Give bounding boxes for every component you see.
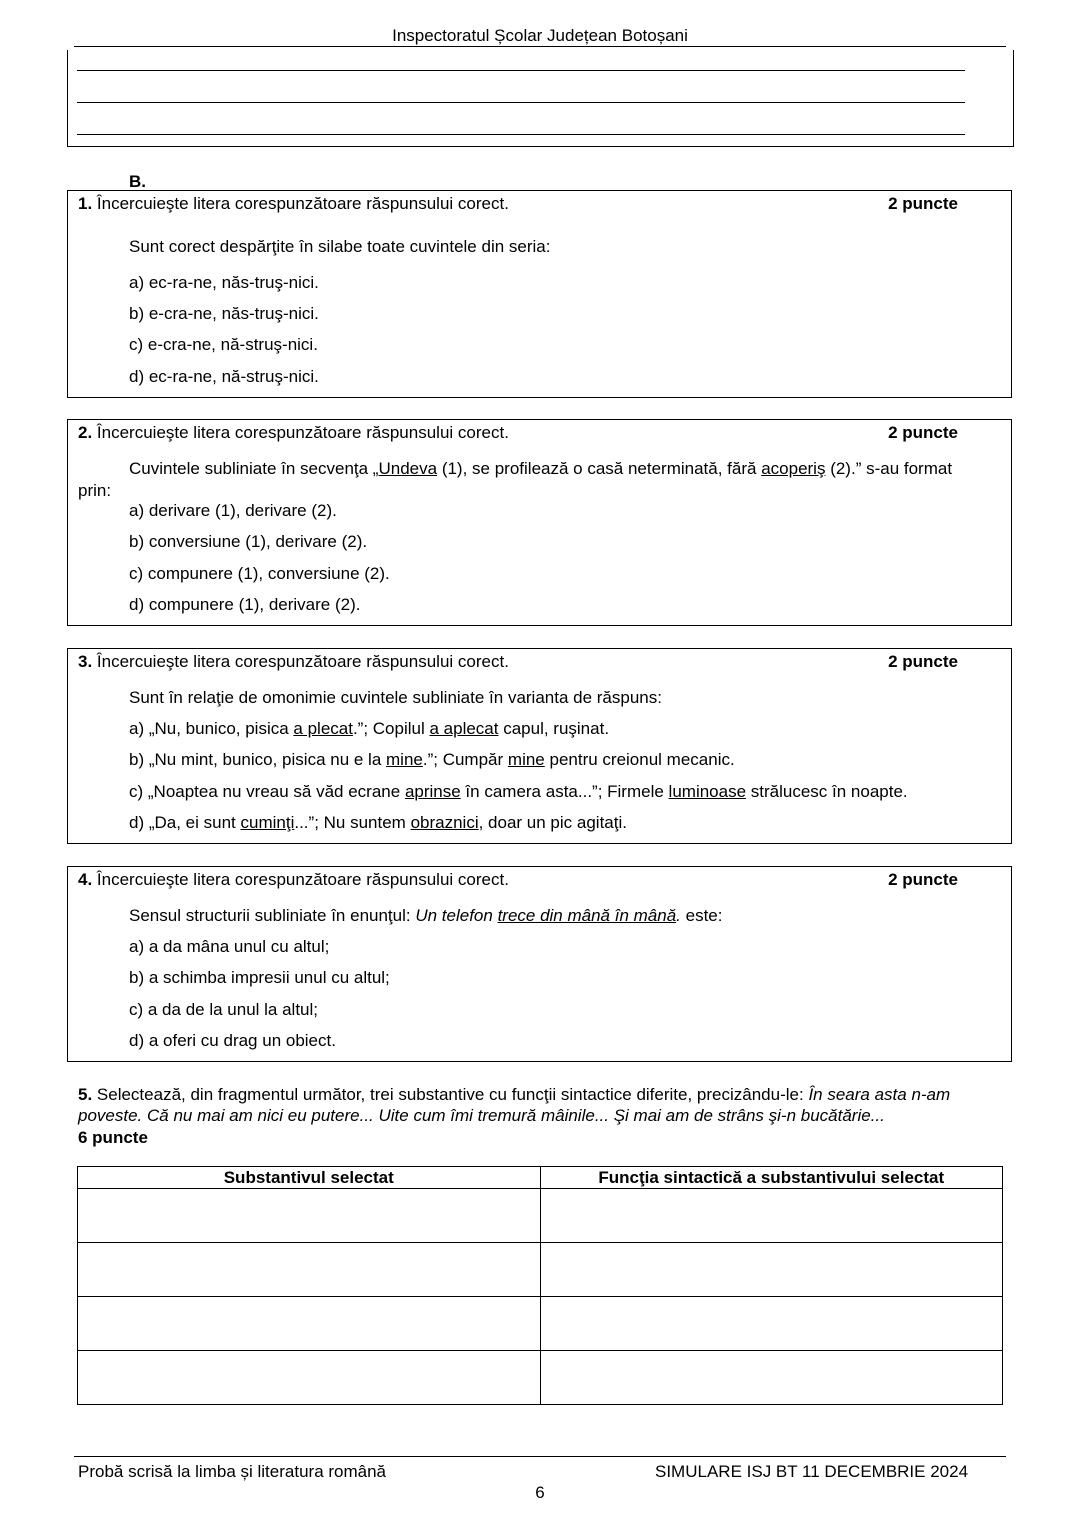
question-2-instruction: 2. Încercuieşte litera corespunzătoare răspunsului corect. [78, 423, 509, 442]
answer-cell[interactable] [540, 1297, 1003, 1351]
question-4-option-c: c) a da de la unul la altul; [129, 1000, 319, 1019]
question-2-stem-wrap: prin: [78, 481, 112, 500]
question-1-option-d: d) ec-ra-ne, nă-struş-nici. [129, 367, 319, 386]
question-3-option-b: b) „Nu mint, bunico, pisica nu e la mine.”; Cumpăr mine pentru creionul mecanic. [129, 750, 735, 769]
question-2-box [67, 419, 1012, 626]
question-5-points: 6 puncte [78, 1127, 148, 1147]
answer-cell[interactable] [540, 1351, 1003, 1405]
answer-cell[interactable] [540, 1243, 1003, 1297]
question-2-points: 2 puncte [888, 423, 958, 442]
answer-line [77, 134, 965, 135]
question-4-box [67, 866, 1012, 1062]
question-2-option-d: d) compunere (1), derivare (2). [129, 595, 361, 614]
answer-cell[interactable] [540, 1189, 1003, 1243]
page-header-title: Inspectoratul Școlar Județean Botoșani [392, 26, 688, 45]
question-2-option-b: b) conversiune (1), derivare (2). [129, 532, 368, 551]
question-1-points: 2 puncte [888, 194, 958, 213]
question-2-option-a: a) derivare (1), derivare (2). [129, 501, 337, 520]
section-label: B. [129, 172, 146, 191]
question-3-option-d: d) „Da, ei sunt cuminţi...”; Nu suntem obraznici, doar un pic agitaţi. [129, 813, 627, 832]
question-4-option-a: a) a da mâna unul cu altul; [129, 937, 330, 956]
question-1-stem: Sunt corect despărţite în silabe toate cuvintele din seria: [129, 237, 551, 256]
answer-cell[interactable] [78, 1351, 541, 1405]
question-4-stem: Sensul structurii subliniate în enunţul: Un telefon trece din mână în mână. este: [129, 906, 723, 925]
question-2-option-c: c) compunere (1), conversiune (2). [129, 564, 390, 583]
table-header-function: Funcţia sintactică a substantivului selectat [540, 1167, 1003, 1189]
question-5-text: 5. Selectează, din fragmentul următor, trei substantive cu funcţii sintactice diferite, precizându-le: În seara asta n-am poveste. Că nu mai am nici eu putere... Uite cum îmi tremură mâinile... Şi mai am de strâns şi-n bucătărie... [78, 1085, 951, 1126]
question-1-box [67, 190, 1012, 398]
question-3-stem: Sunt în relaţie de omonimie cuvintele subliniate în varianta de răspuns: [129, 688, 662, 707]
question-3-instruction: 3. Încercuieşte litera corespunzătoare răspunsului corect. [78, 652, 509, 671]
header-divider [74, 46, 1006, 47]
question-1-option-a: a) ec-ra-ne, năs-truş-nici. [129, 273, 319, 292]
question-1-instruction: 1. Încercuieşte litera corespunzătoare răspunsului corect. [78, 194, 509, 213]
table-row [78, 1297, 1003, 1351]
question-4-points: 2 puncte [888, 870, 958, 889]
table-header-noun: Substantivul selectat [78, 1167, 541, 1189]
answer-line [77, 102, 965, 103]
footer-exam-title: Probă scrisă la limba și literatura română [78, 1462, 387, 1481]
answer-table [77, 1166, 1003, 1405]
question-1-option-b: b) e-cra-ne, năs-truş-nici. [129, 304, 319, 323]
answer-box-continued [67, 50, 1014, 147]
question-2-stem: Cuvintele subliniate în secvenţa „Undeva (1), se profilează o casă neterminată, fără acoperiş (2).” s-au format [129, 459, 953, 478]
question-4-option-d: d) a oferi cu drag un obiect. [129, 1031, 336, 1050]
answer-cell[interactable] [78, 1189, 541, 1243]
question-4-instruction: 4. Încercuieşte litera corespunzătoare răspunsului corect. [78, 870, 509, 889]
answer-cell[interactable] [78, 1297, 541, 1351]
question-5 [78, 1084, 1003, 1148]
question-3-points: 2 puncte [888, 652, 958, 671]
footer-divider [74, 1456, 1006, 1457]
question-4-option-b: b) a schimba impresii unul cu altul; [129, 968, 390, 987]
footer-session: SIMULARE ISJ BT 11 DECEMBRIE 2024 [655, 1462, 969, 1481]
question-1-option-c: c) e-cra-ne, nă-struş-nici. [129, 335, 318, 354]
page-number: 6 [535, 1483, 545, 1502]
question-3-box [67, 648, 1012, 844]
answer-cell[interactable] [78, 1243, 541, 1297]
question-3-option-c: c) „Noaptea nu vreau să văd ecrane aprinse în camera asta...”; Firmele luminoase strălucesc în noapte. [129, 782, 908, 801]
question-3-option-a: a) „Nu, bunico, pisica a plecat.”; Copilul a aplecat capul, ruşinat. [129, 719, 610, 738]
table-row [78, 1189, 1003, 1243]
table-row [78, 1351, 1003, 1405]
table-row [78, 1243, 1003, 1297]
answer-line [77, 70, 965, 71]
